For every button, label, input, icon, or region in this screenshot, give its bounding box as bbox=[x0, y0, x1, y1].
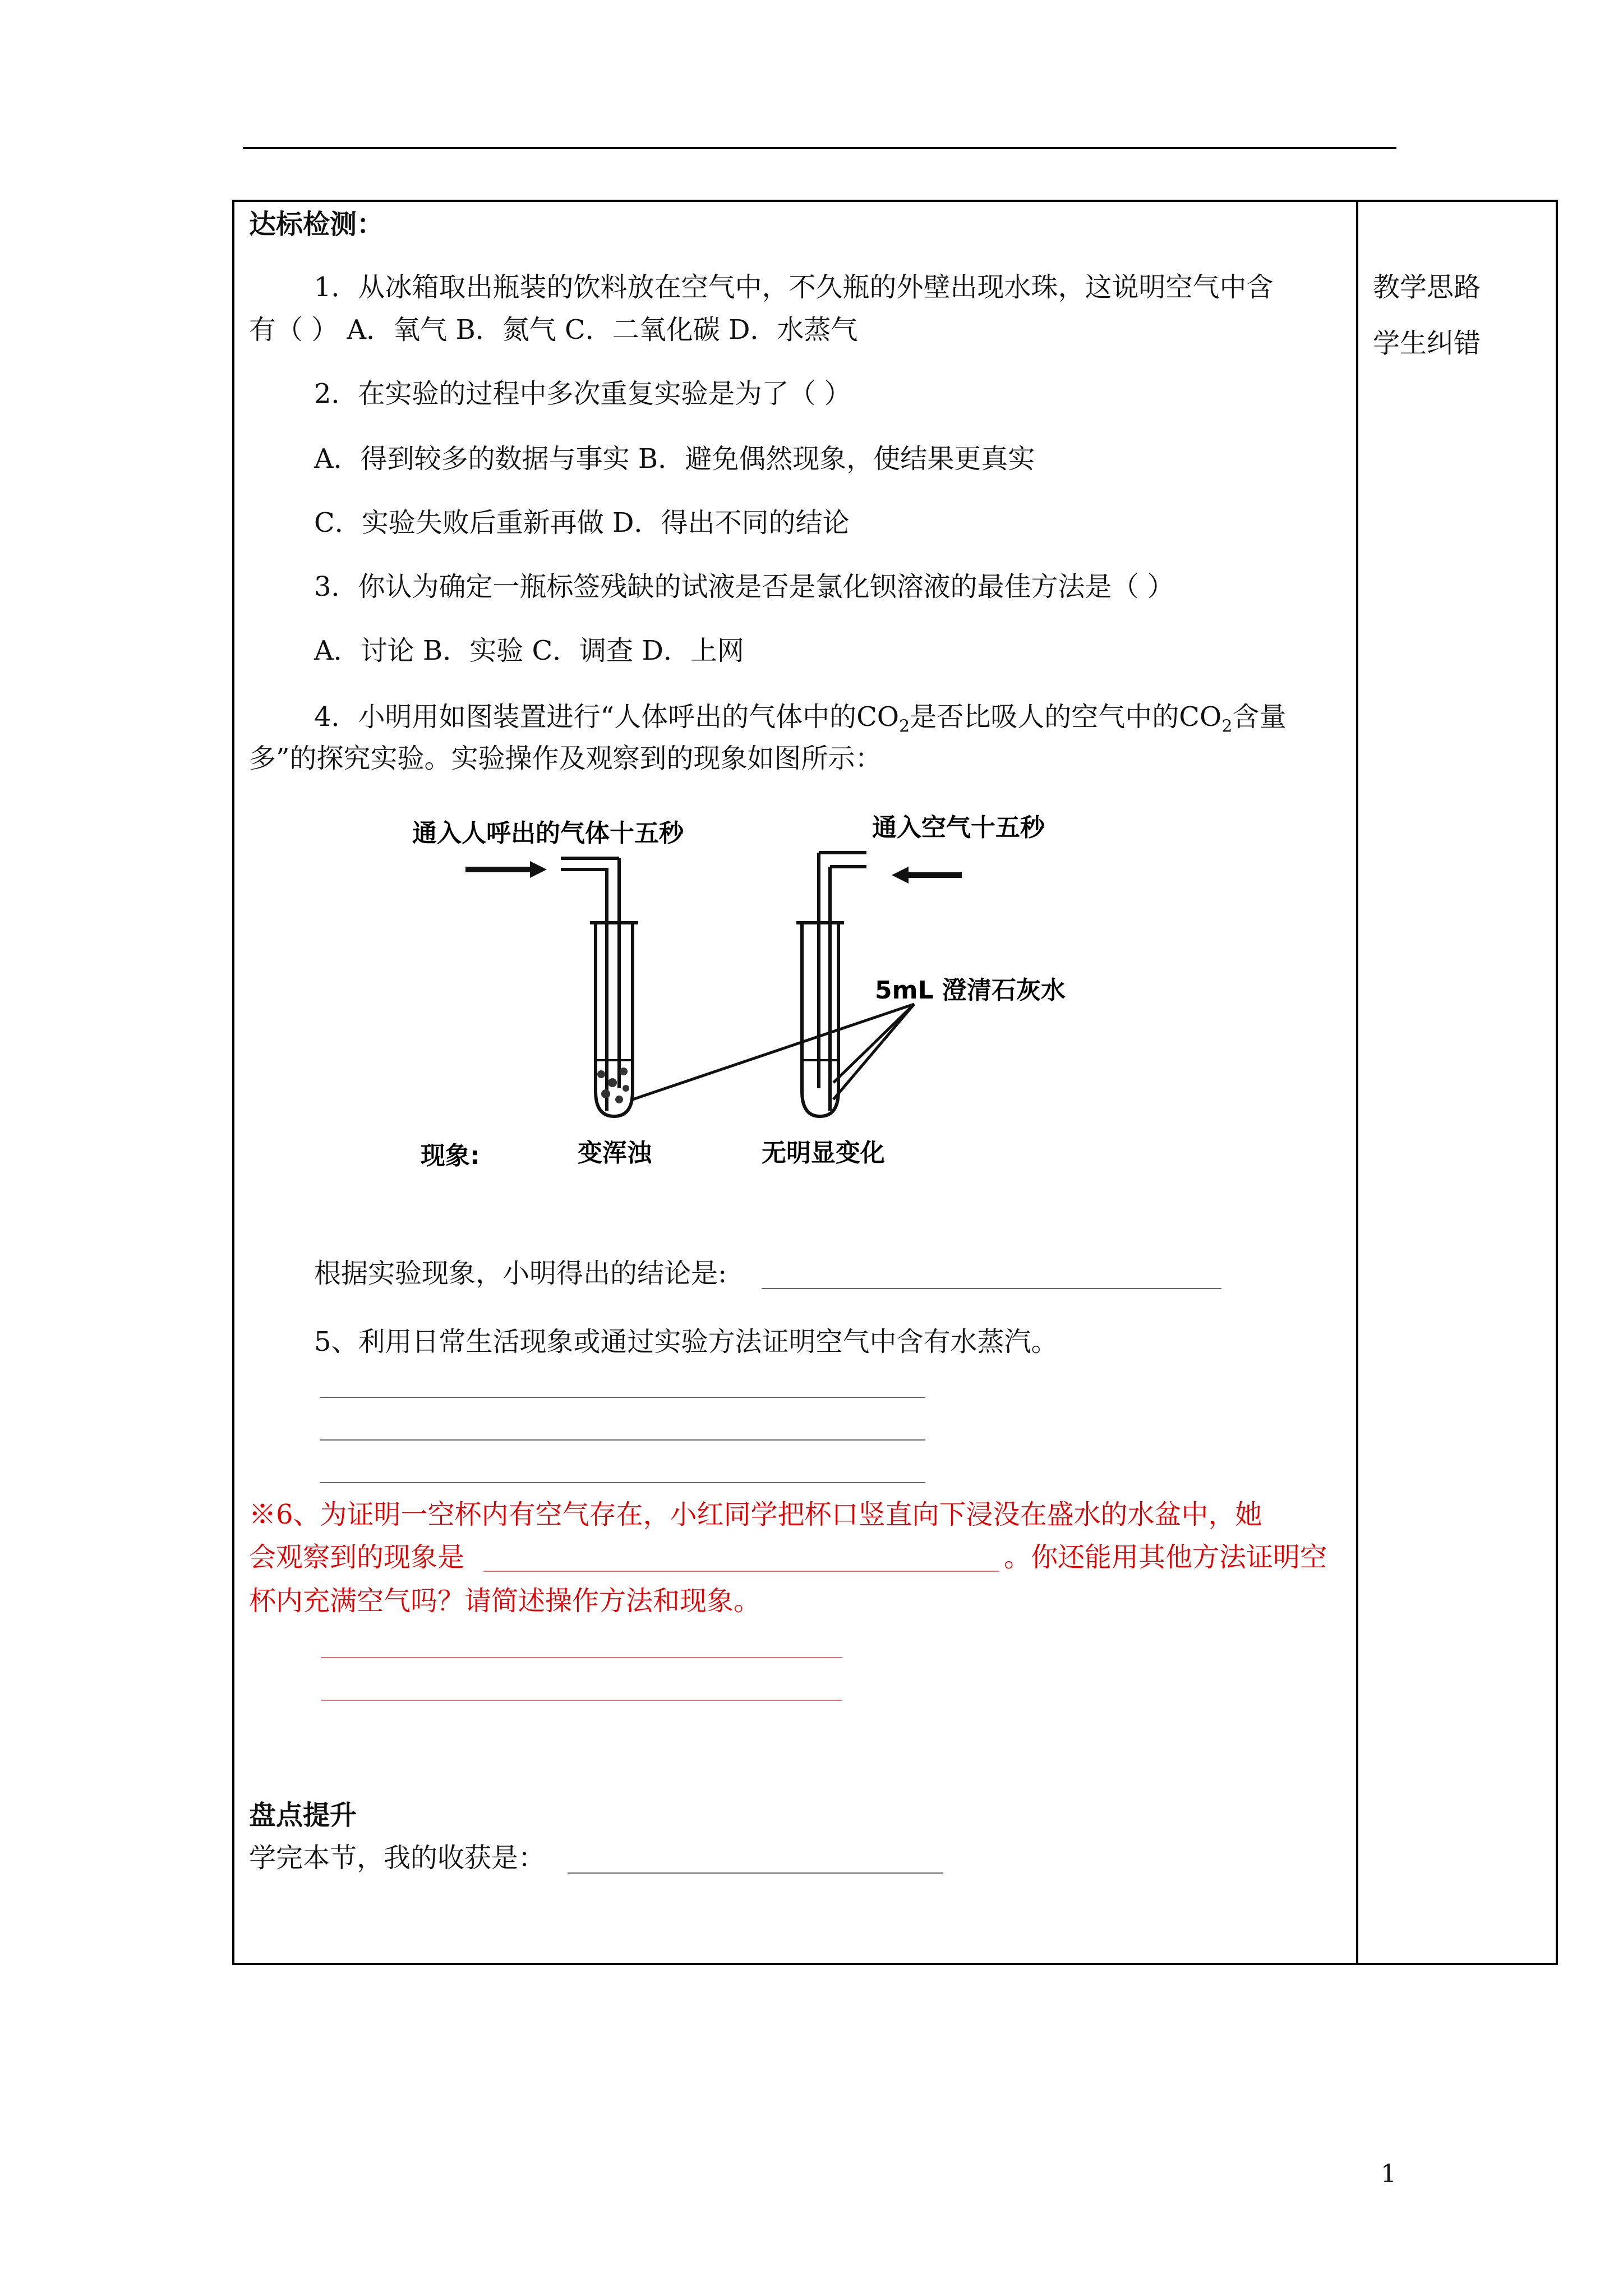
q1-line2: 有（ ） A．氧气 B．氮气 C．二氧化碳 D．水蒸气 bbox=[249, 314, 858, 346]
summary-heading: 盘点提升 bbox=[249, 1800, 357, 1831]
q1-line1: 1．从冰箱取出瓶装的饮料放在空气中，不久瓶的外壁出现水珠，这说明空气中含 bbox=[314, 272, 1274, 303]
arrow-right-icon bbox=[465, 861, 547, 878]
q6-line1: ※6、为证明一空杯内有空气存在，小红同学把杯口竖直向下浸没在盛水的水盆中，她 bbox=[249, 1499, 1262, 1530]
q4-conclusion: 根据实验现象，小明得出的结论是: bbox=[314, 1258, 727, 1289]
section-heading: 达标检测： bbox=[249, 209, 384, 240]
q5-stem: 5、利用日常生活现象或通过实验方法证明空气中含有水蒸汽。 bbox=[314, 1326, 1058, 1358]
test-tube-right bbox=[796, 853, 866, 1116]
q6-blank-1[interactable] bbox=[321, 1657, 842, 1658]
q4-line1: 4．小明用如图装置进行“人体呼出的气体中的$CO_2$是否比吸人的空气中的$CO_2$含量 bbox=[314, 701, 1287, 737]
conclusion-blank[interactable] bbox=[762, 1288, 1221, 1289]
q5-blank-3[interactable] bbox=[320, 1482, 925, 1483]
header-rule bbox=[243, 147, 1396, 149]
q5-blank-1[interactable] bbox=[320, 1397, 925, 1398]
label-phenomenon: 现象: bbox=[421, 1142, 480, 1170]
q3-stem: 3．你认为确定一瓶标签残缺的试液是否是氯化钡溶液的最佳方法是（ ） bbox=[314, 571, 1174, 602]
label-air: 通入空气十五秒 bbox=[872, 813, 1045, 842]
side-error-correction: 学生纠错 bbox=[1373, 328, 1481, 359]
q2-options-cd: C．实验失败后重新再做 D．得出不同的结论 bbox=[314, 507, 850, 539]
q4-line2: 多”的探究实验。实验操作及观察到的现象如图所示： bbox=[249, 743, 882, 774]
q6-blank-observation[interactable] bbox=[483, 1571, 999, 1572]
column-divider bbox=[1356, 200, 1358, 1965]
q3-options: A．讨论 B．实验 C．调查 D．上网 bbox=[314, 635, 744, 666]
q2-stem: 2．在实验的过程中多次重复实验是为了（ ） bbox=[314, 378, 851, 409]
q5-blank-2[interactable] bbox=[320, 1439, 925, 1441]
pointer-lines bbox=[633, 1004, 914, 1099]
turbid-bubbles-icon bbox=[597, 1068, 629, 1103]
experiment-figure bbox=[393, 797, 1110, 1178]
side-teaching-idea: 教学思路 bbox=[1373, 272, 1481, 303]
q6-line2-a: 会观察到的现象是 bbox=[249, 1542, 465, 1573]
q6-blank-2[interactable] bbox=[321, 1700, 842, 1701]
label-exhaled-gas: 通入人呼出的气体十五秒 bbox=[412, 819, 684, 848]
label-turbid: 变浑浊 bbox=[578, 1139, 652, 1167]
page-number: 1 bbox=[1381, 2160, 1396, 2188]
arrow-left-icon bbox=[892, 867, 962, 884]
q2-options-ab: A．得到较多的数据与事实 B．避免偶然现象，使结果更真实 bbox=[314, 443, 1035, 475]
summary-blank[interactable] bbox=[568, 1872, 943, 1874]
label-limewater: 5mL 澄清石灰水 bbox=[875, 976, 1066, 1005]
q6-line3: 杯内充满空气吗？请简述操作方法和现象。 bbox=[249, 1585, 761, 1617]
label-no-change: 无明显变化 bbox=[762, 1139, 885, 1167]
q6-line2-b: 。你还能用其他方法证明空 bbox=[1004, 1542, 1327, 1573]
summary-line: 学完本节，我的收获是： bbox=[249, 1842, 546, 1874]
